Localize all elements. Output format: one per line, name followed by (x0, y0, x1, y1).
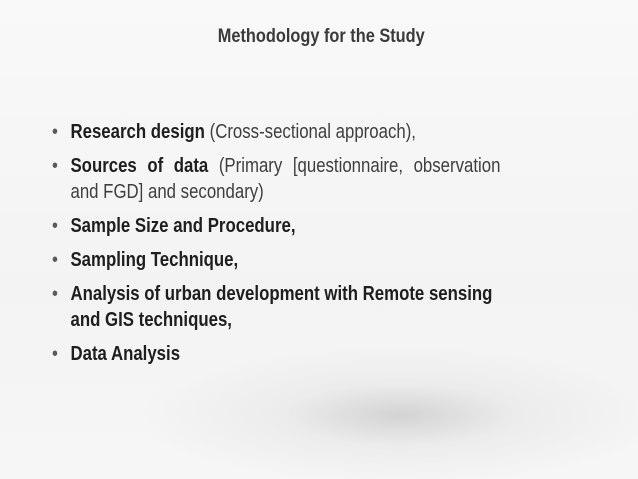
bullet-bold-text: Analysis of urban development with Remote sensing (70, 283, 493, 305)
bullet-text: (Primary [questionnaire, observation (208, 155, 501, 177)
bullet-dot: • (52, 249, 58, 271)
slide-title: Methodology for the Study (217, 26, 425, 47)
bullet-dot: • (52, 283, 58, 305)
bullet-dot: • (52, 343, 58, 365)
bullet-sampling-technique (52, 247, 532, 273)
bullet-dot: • (52, 155, 58, 177)
bullet-dot: • (52, 121, 58, 143)
bullet-bold-text: Sampling Technique, (70, 249, 239, 271)
bullet-bold-text: Research design (70, 121, 205, 143)
bullet-research-design (52, 119, 532, 145)
bullet-data-analysis (52, 341, 532, 367)
bullet-sources-of-data (52, 153, 532, 205)
bullet-bold-text: Data Analysis (70, 343, 181, 365)
bullet-bold-text-continued: and GIS techniques, (70, 309, 232, 331)
bullet-list (52, 119, 532, 375)
bullet-dot: • (52, 215, 58, 237)
bullet-sample-size (52, 213, 532, 239)
bullet-analysis-urban-development (52, 281, 532, 333)
bullet-text-continued: and FGD] and secondary) (70, 181, 264, 203)
bullet-bold-text: Sample Size and Procedure, (70, 215, 296, 237)
bullet-bold-text: Sources of data (70, 155, 209, 177)
bullet-text: (Cross-sectional approach), (204, 121, 416, 143)
